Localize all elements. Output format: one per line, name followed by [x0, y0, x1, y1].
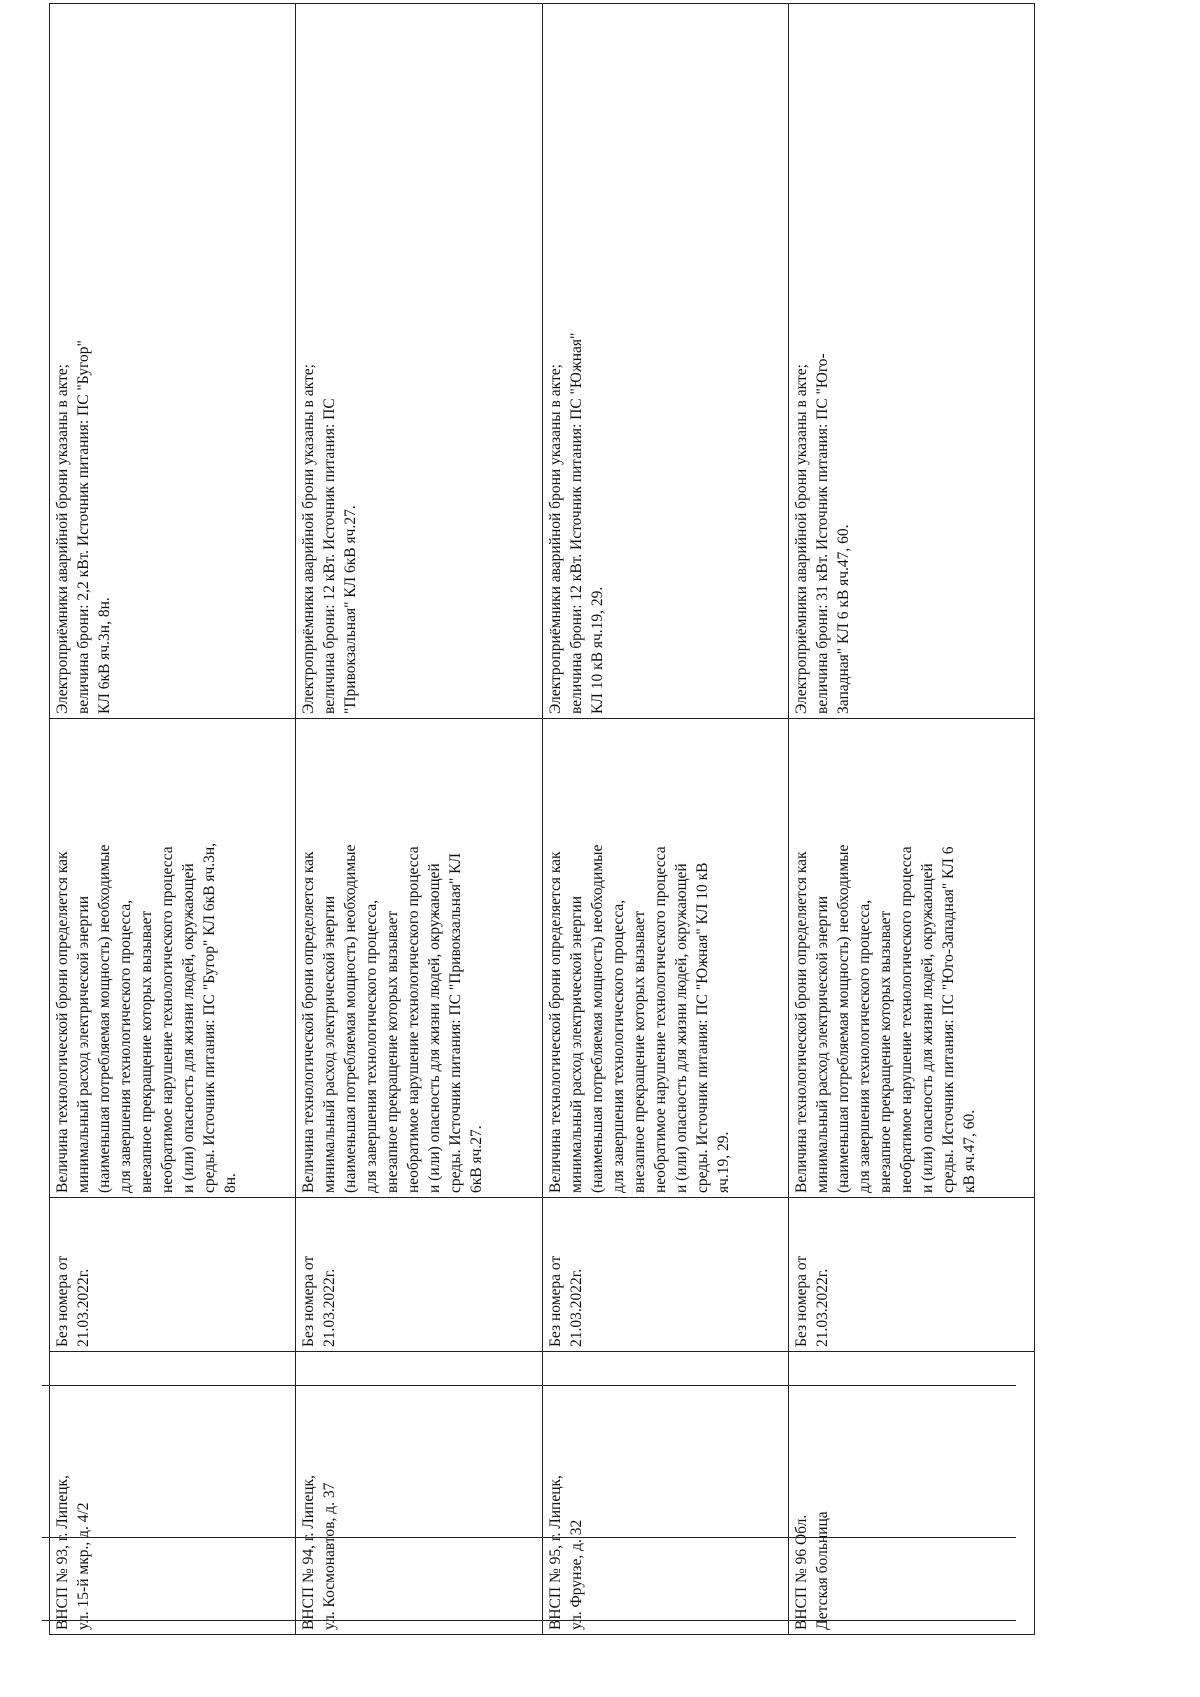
address-cell: ВНСП № 96 Обл. Детская больница	[788, 1352, 1034, 1635]
document-cell: Без номера от 21.03.2022г.	[788, 1198, 1034, 1352]
table-row	[50, 4, 296, 1635]
address-cell: ВНСП № 95, г. Липецк, ул. Фрунзе, д. 32	[542, 1352, 788, 1635]
table-row	[296, 4, 542, 1635]
description-cell: Величина технологической брони определяется как минимальный расход электрической энергии (наименьшая потребляемая мощность) необходимые для завершения технологического процесса, внезапное прекращение которых вызывает необратимое нарушение технологического процесса и (или) опасность для жизни людей, окружающей среды. Источник питания: ПС "Южная" КЛ 10 кВ яч.19, 29.	[542, 719, 788, 1198]
horizontal-divider	[42, 1385, 1016, 1386]
table-row	[542, 4, 788, 1635]
description-cell: Величина технологической брони определяется как минимальный расход электрической энергии (наименьшая потребляемая мощность) необходимые для завершения технологического процесса, внезапное прекращение которых вызывает необратимое нарушение технологического процесса и (или) опасность для жизни людей, окружающей среды. Источник питания: ПС "Бугор" КЛ 6кВ яч.3н, 8н.	[50, 719, 296, 1198]
note-cell: Электроприёмники аварийной брони указаны в акте; величина брони: 12 кВт. Источник питания: ПС "Южная" КЛ 10 кВ яч.19, 29.	[542, 4, 788, 719]
horizontal-divider	[42, 1620, 1016, 1621]
document-cell: Без номера от 21.03.2022г.	[50, 1198, 296, 1352]
note-cell: Электроприёмники аварийной брони указаны в акте; величина брони: 12 кВт. Источник питания: ПС "Привокзальная" КЛ 6кВ яч.27.	[296, 4, 542, 719]
document-cell: Без номера от 21.03.2022г.	[542, 1198, 788, 1352]
note-cell: Электроприёмники аварийной брони указаны в акте; величина брони: 31 кВт. Источник питания: ПС "Юго- Западная" КЛ 6 кВ яч.47, 60.	[788, 4, 1034, 719]
address-cell: ВНСП № 94, г. Липецк, ул. Космонавтов, д. 37	[296, 1352, 542, 1635]
horizontal-divider	[42, 1537, 1016, 1538]
address-cell: ВНСП № 93, г. Липецк, ул. 15-й мкр., д. 4/2	[50, 1352, 296, 1635]
note-cell: Электроприёмники аварийной брони указаны в акте; величина брони: 2,2 кВт. Источник питания: ПС "Бугор" КЛ 6кВ яч.3н, 8н.	[50, 4, 296, 719]
description-cell: Величина технологической брони определяется как минимальный расход электрической энергии (наименьшая потребляемая мощность) необходимые для завершения технологического процесса, внезапное прекращение которых вызывает необратимое нарушение технологического процесса и (или) опасность для жизни людей, окружающей среды. Источник питания: ПС "Юго-Западная" КЛ 6 кВ яч.47, 60.	[788, 719, 1034, 1198]
description-cell: Величина технологической брони определяется как минимальный расход электрической энергии (наименьшая потребляемая мощность) необходимые для завершения технологического процесса, внезапное прекращение которых вызывает необратимое нарушение технологического процесса и (или) опасность для жизни людей, окружающей среды. Источник питания: ПС "Привокзальная" КЛ 6кВ яч.27.	[296, 719, 542, 1198]
rotated-table-container	[49, 40, 1035, 1635]
document-cell: Без номера от 21.03.2022г.	[296, 1198, 542, 1352]
table-row	[788, 4, 1034, 1635]
power-reserve-table	[49, 3, 1035, 1635]
